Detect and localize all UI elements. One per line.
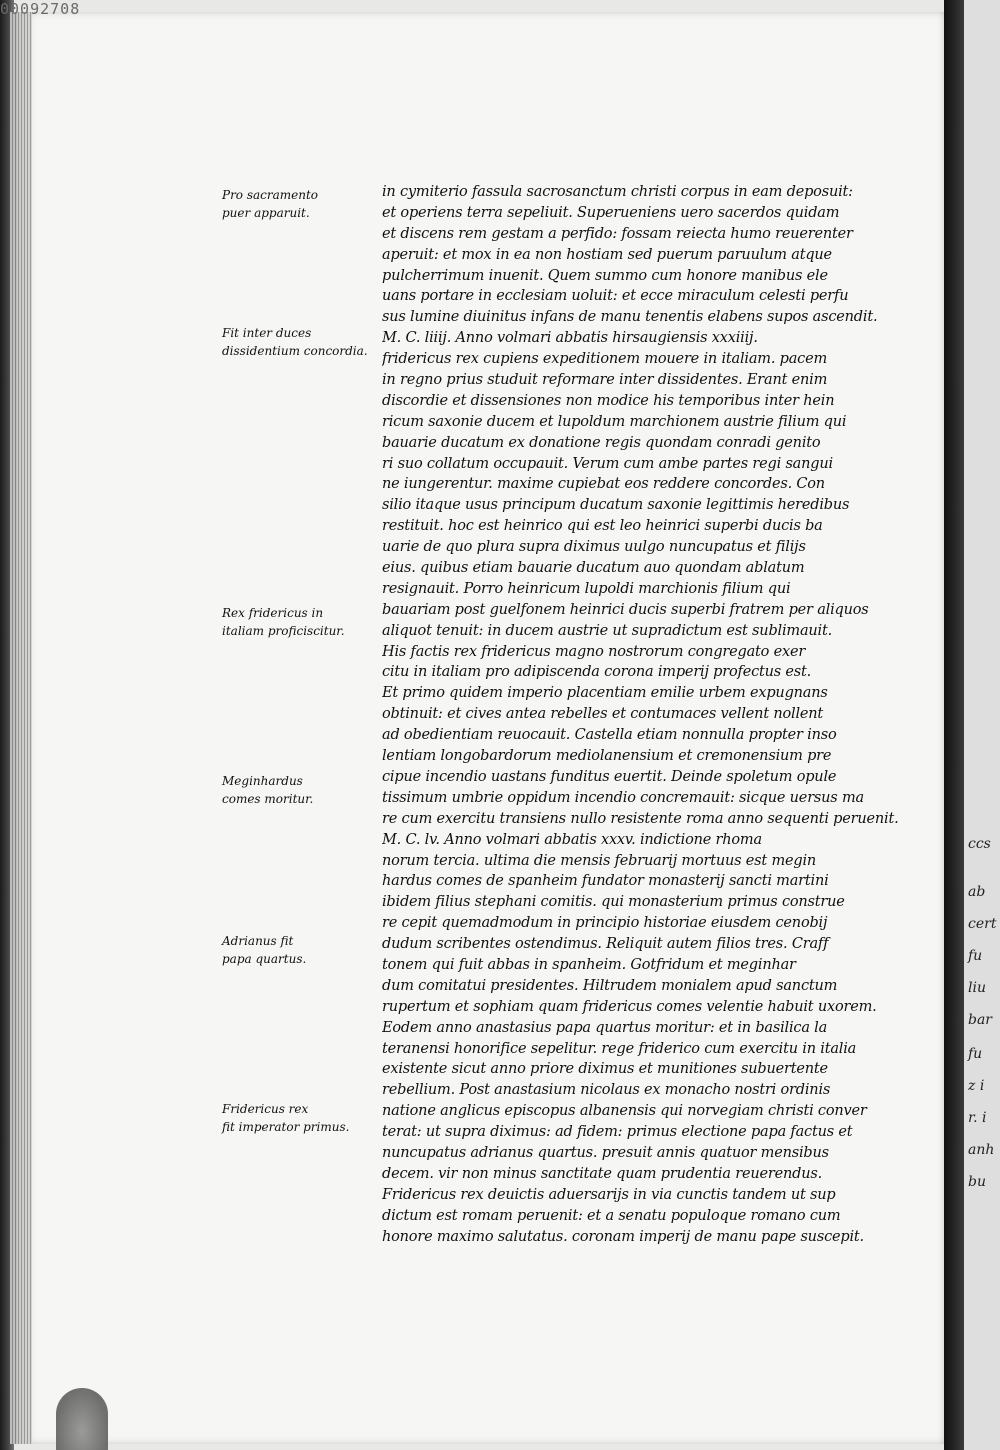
- text-line: decem. vir non minus sanctitate quam prudentia reuerendus.: [382, 1165, 822, 1182]
- facing-page-edge: [964, 0, 1000, 1450]
- text-line: ri suo collatum occupauit. Verum cum ambe partes regi sangui: [382, 455, 833, 472]
- text-line: hardus comes de spanheim fundator monasterij sancti martini: [382, 873, 829, 890]
- text-line: aperuit: et mox in ea non hostiam sed puerum paruulum atque: [382, 246, 832, 263]
- margin-note-line: dissidentium concordia.: [222, 344, 368, 358]
- text-line: aliquot tenuit: in ducem austrie ut supradictum est sublimauit.: [382, 622, 833, 639]
- margin-note-line: papa quartus.: [222, 952, 307, 966]
- margin-note: [222, 1100, 350, 1136]
- text-line: uans portare in ecclesiam uoluit: et ecce miraculum celesti perfu: [382, 288, 849, 305]
- facing-page-fragment: cert: [968, 916, 997, 932]
- margin-note-line: Meginhardus: [222, 774, 303, 788]
- text-line: ricum saxonie ducem et lupoldum marchionem austrie filium qui: [382, 413, 847, 430]
- text-line: tonem qui fuit abbas in spanheim. Gotfridum et meginhar: [382, 956, 796, 973]
- text-line: dum comitatui presidentes. Hiltrudem monialem apud sanctum: [382, 977, 838, 994]
- text-line: rupertum et sophiam quam fridericus comes velentie habuit uxorem.: [382, 998, 877, 1015]
- text-line: Eodem anno anastasius papa quartus moritur: et in basilica la: [382, 1019, 828, 1036]
- text-line: tissimum umbrie oppidum incendio concremauit: sicque uersus ma: [382, 789, 864, 806]
- text-line: et operiens terra sepeliuit. Superueniens uero sacerdos quidam: [382, 204, 840, 221]
- text-line: Fridericus rex deuictis aduersarijs in via cunctis tandem ut sup: [382, 1186, 836, 1203]
- text-line: in regno prius studuit reformare inter dissidentes. Erant enim: [382, 372, 828, 389]
- text-line: discordie et dissensiones non modice his temporibus inter hein: [382, 392, 835, 409]
- margin-note: [222, 932, 342, 968]
- text-line: dudum scribentes ostendimus. Reliquit autem filios tres. Craff: [382, 936, 829, 953]
- text-line: lentiam longobardorum mediolanensium et cremonensium pre: [382, 748, 832, 765]
- text-line: uarie de quo plura supra diximus uulgo nuncupatus et filijs: [382, 539, 806, 556]
- facing-page-fragment: fu: [968, 948, 983, 964]
- text-line: cipue incendio uastans funditus euertit. Deinde spoletum opule: [382, 768, 837, 785]
- margin-note-line: Adrianus fit: [222, 934, 294, 948]
- text-line: honore maximo salutatus. coronam imperij de manu pape suscepit.: [382, 1228, 864, 1245]
- text-line: His factis rex fridericus magno nostrorum congregato exer: [382, 643, 806, 660]
- facing-page-fragment: liu: [968, 980, 986, 996]
- text-line: obtinuit: et cives antea rebelles et contumaces vellent nollent: [382, 706, 824, 723]
- text-line: natione anglicus episcopus albanensis qui norvegiam christi conver: [382, 1103, 867, 1120]
- thumb-shadow: [56, 1388, 108, 1450]
- text-line: teranensi honorifice sepelitur. rege friderico cum exercitu in italia: [382, 1040, 857, 1057]
- text-line: ne iungerentur. maxime cupiebat eos reddere concordes. Con: [382, 476, 825, 493]
- book-gutter: [944, 0, 964, 1450]
- margin-note: [222, 186, 342, 222]
- text-line: nuncupatus adrianus quartus. presuit annis quatuor mensibus: [382, 1144, 829, 1161]
- margin-note-line: Pro sacramento: [222, 188, 319, 202]
- text-line: fridericus rex cupiens expeditionem mouere in italiam. pacem: [382, 351, 828, 368]
- text-line: re cepit quemadmodum in principio historiae eiusdem cenobij: [382, 915, 828, 932]
- text-line: in cymiterio fassula sacrosanctum christi corpus in eam deposuit:: [382, 184, 853, 200]
- text-line: bauariam post guelfonem heinrici ducis superbi fratrem per aliquos: [382, 601, 869, 618]
- text-line: existente sicut anno priore diximus et munitiones subuertente: [382, 1061, 828, 1078]
- margin-note-line: italiam proficiscitur.: [222, 624, 345, 638]
- margin-note-line: comes moritur.: [222, 792, 314, 806]
- facing-page-fragment: ccs: [968, 836, 991, 852]
- facing-page-fragment: r. i: [968, 1110, 987, 1126]
- scan-identifier: 00092708: [0, 0, 81, 18]
- text-line: norum tercia. ultima die mensis februarij mortuus est megin: [382, 852, 817, 869]
- text-line: citu in italiam pro adipiscenda corona imperij profectus est.: [382, 664, 812, 681]
- text-line: re cum exercitu transiens nullo resistente roma anno sequenti peruenit.: [382, 810, 899, 827]
- text-line: rebellium. Post anastasium nicolaus ex monacho nostri ordinis: [382, 1082, 831, 1099]
- text-line: silio itaque usus principum ducatum saxonie legittimis heredibus: [382, 497, 850, 514]
- text-line: ibidem filius stephani comitis. qui monasterium primus construe: [382, 894, 845, 911]
- text-line: M. C. lv. Anno volmari abbatis xxxv. indictione rhoma: [382, 831, 762, 848]
- facing-page-fragment: anh: [968, 1142, 995, 1158]
- margin-note: [222, 604, 345, 640]
- page-edge-leaves: [10, 12, 32, 1444]
- margin-note: [222, 772, 342, 808]
- text-line: terat: ut supra diximus: ad fidem: primus electione papa factus et: [382, 1124, 853, 1141]
- margin-note-line: Fridericus rex: [222, 1102, 309, 1116]
- text-line: Et primo quidem imperio placentiam emilie urbem expugnans: [382, 685, 828, 702]
- margin-note: [222, 324, 368, 360]
- text-line: sus lumine diuinitus infans de manu tenentis elabens supos ascendit.: [382, 309, 878, 326]
- facing-page-fragment: fu: [968, 1046, 983, 1062]
- text-line: resignauit. Porro heinricum lupoldi marchionis filium qui: [382, 580, 791, 597]
- margin-note-line: fit imperator primus.: [222, 1120, 350, 1134]
- facing-page-fragment: bar: [968, 1012, 993, 1028]
- margin-note-line: Rex fridericus in: [222, 606, 324, 620]
- main-text-column: [382, 182, 907, 1247]
- text-line: restituit. hoc est heinrico qui est leo heinrici superbi ducis ba: [382, 518, 823, 535]
- text-line: et discens rem gestam a perfido: fossam reiecta humo reuerenter: [382, 225, 853, 242]
- text-line: eius. quibus etiam bauarie ducatum auo quondam ablatum: [382, 560, 805, 577]
- facing-page-fragment: ab: [968, 884, 986, 900]
- facing-page-fragment: bu: [968, 1174, 986, 1190]
- text-line: dictum est romam peruenit: et a senatu populoque romano cum: [382, 1207, 841, 1224]
- margin-note-line: puer apparuit.: [222, 206, 310, 220]
- text-line: bauarie ducatum ex donatione regis quondam conradi genito: [382, 434, 821, 451]
- text-line: pulcherrimum inuenit. Quem summo cum honore manibus ele: [382, 267, 828, 284]
- margin-note-line: Fit inter duces: [222, 326, 312, 340]
- text-line: M. C. liiij. Anno volmari abbatis hirsaugiensis xxxiiij.: [382, 330, 758, 347]
- text-line: ad obedientiam reuocauit. Castella etiam nonnulla propter inso: [382, 727, 837, 744]
- facing-page-fragment: z i: [968, 1078, 985, 1094]
